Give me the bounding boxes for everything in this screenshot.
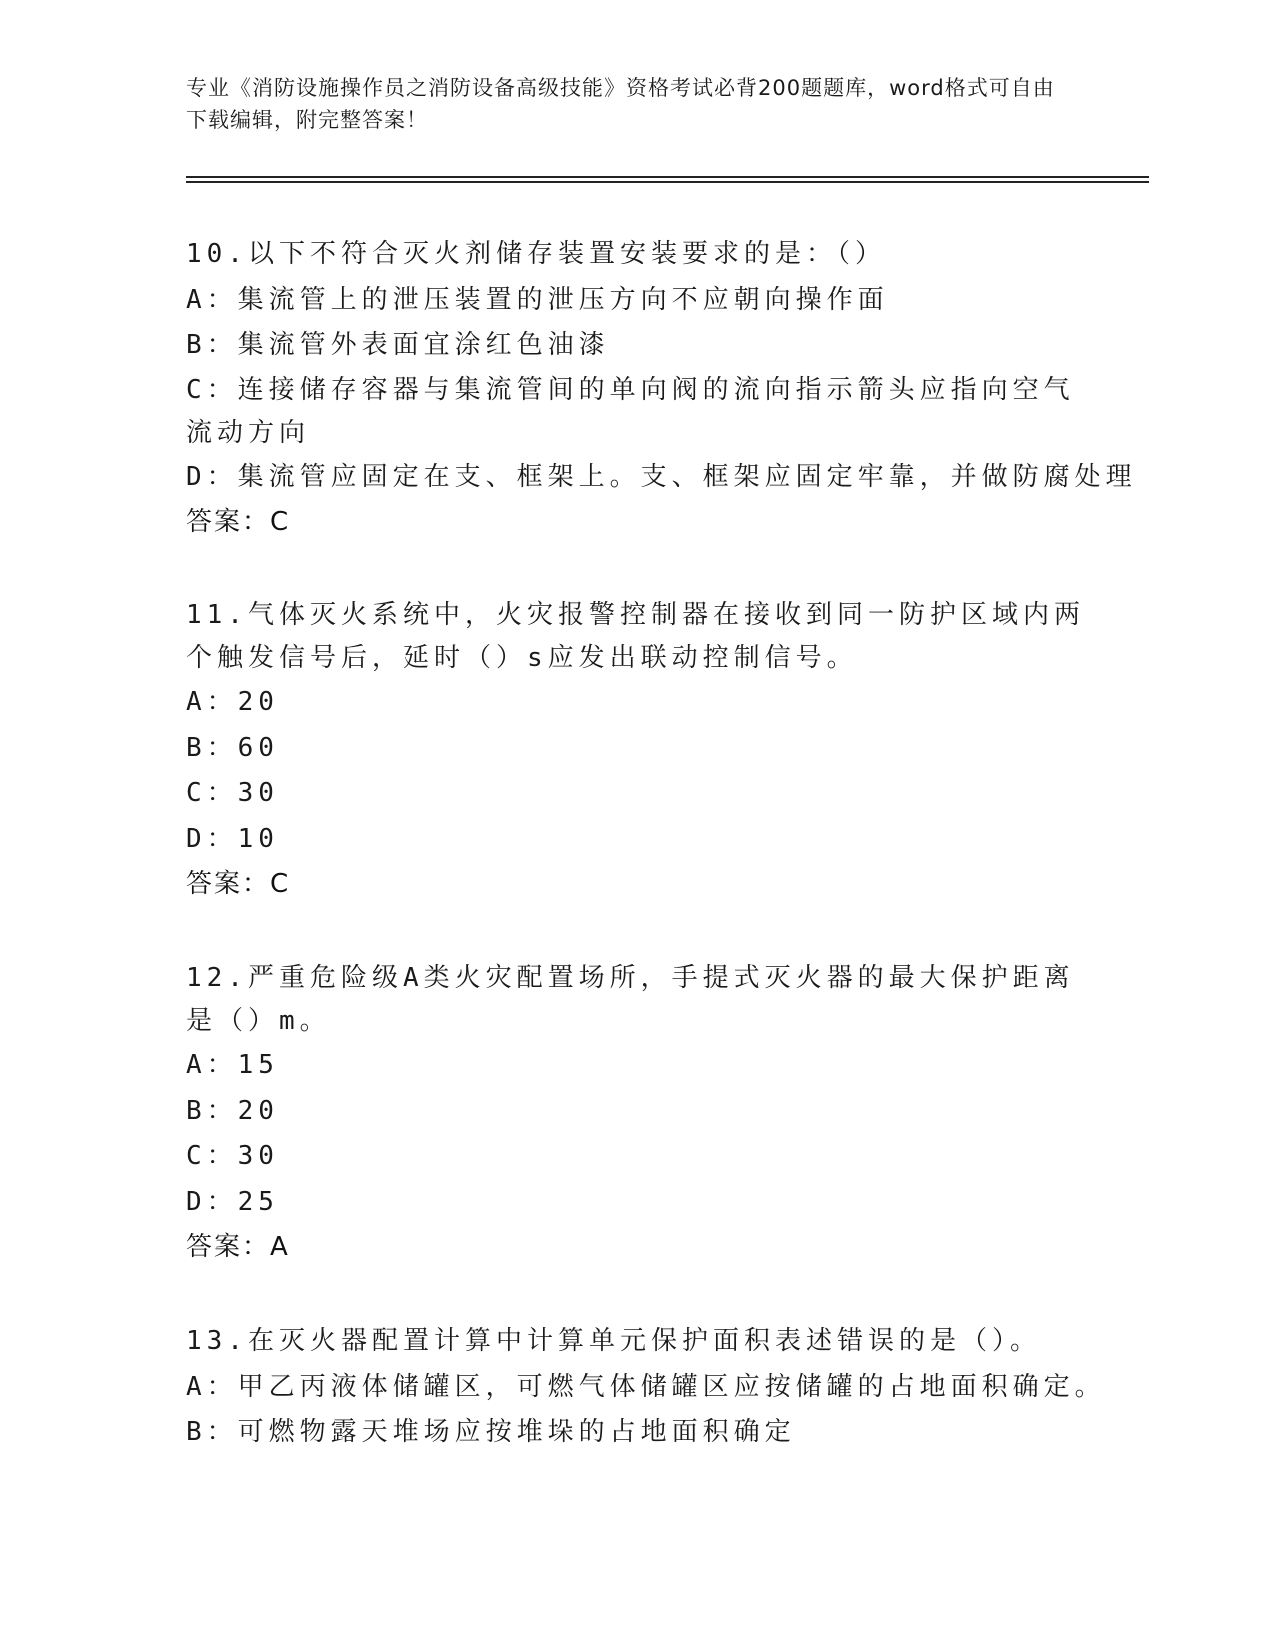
option-a: A：集流管上的泄压装置的泄压方向不应朝向操作面 [186, 284, 889, 315]
document-header [186, 72, 1066, 136]
option-b: B：60 [186, 732, 279, 763]
question-10 [186, 232, 1137, 546]
answer-label: 答案：A [186, 1232, 290, 1262]
option-a: A：20 [186, 687, 279, 717]
question-13 [186, 1319, 1106, 1456]
option-c: C：连接储存容器与集流管间的单向阀的流向指示箭头应指向空气流动方向 [186, 374, 1075, 448]
option-d: D：集流管应固定在支、框架上。支、框架应固定牢靠，并做防腐处理 [186, 461, 1137, 492]
option-d: D：10 [186, 823, 279, 854]
option-b: B：20 [186, 1095, 279, 1126]
option-c: C：30 [186, 1141, 279, 1171]
option-b: B：集流管外表面宜涂红色油漆 [186, 330, 610, 360]
option-b: B：可燃物露天堆场应按堆垛的占地面积确定 [186, 1417, 796, 1447]
question-stem: 11.气体灭火系统中，火灾报警控制器在接收到同一防护区域内两个触发信号后，延时（）s应发出联动控制信号。 [186, 600, 1085, 673]
question-11 [186, 594, 1086, 908]
option-a: A：15 [186, 1050, 279, 1080]
question-12 [186, 957, 1086, 1271]
question-stem: 13.在灭火器配置计算中计算单元保护面积表述错误的是（）。 [186, 1326, 1041, 1356]
option-d: D：25 [186, 1186, 279, 1217]
header-divider-bottom [186, 181, 1149, 183]
answer-label: 答案：C [186, 507, 291, 537]
question-stem: 10.以下不符合灭火剂储存装置安装要求的是：（） [186, 239, 886, 269]
header-text: 专业《消防设施操作员之消防设备高级技能》资格考试必背200题题库，word格式可自由下载编辑，附完整答案！ [186, 76, 1055, 132]
question-stem: 12.严重危险级A类火灾配置场所，手提式灭火器的最大保护距离是（）m。 [186, 963, 1075, 1036]
option-c: C：30 [186, 778, 279, 808]
option-a: A：甲乙丙液体储罐区，可燃气体储罐区应按储罐的占地面积确定。 [186, 1371, 1106, 1402]
answer-label: 答案：C [186, 869, 291, 899]
header-divider-top [186, 176, 1149, 178]
